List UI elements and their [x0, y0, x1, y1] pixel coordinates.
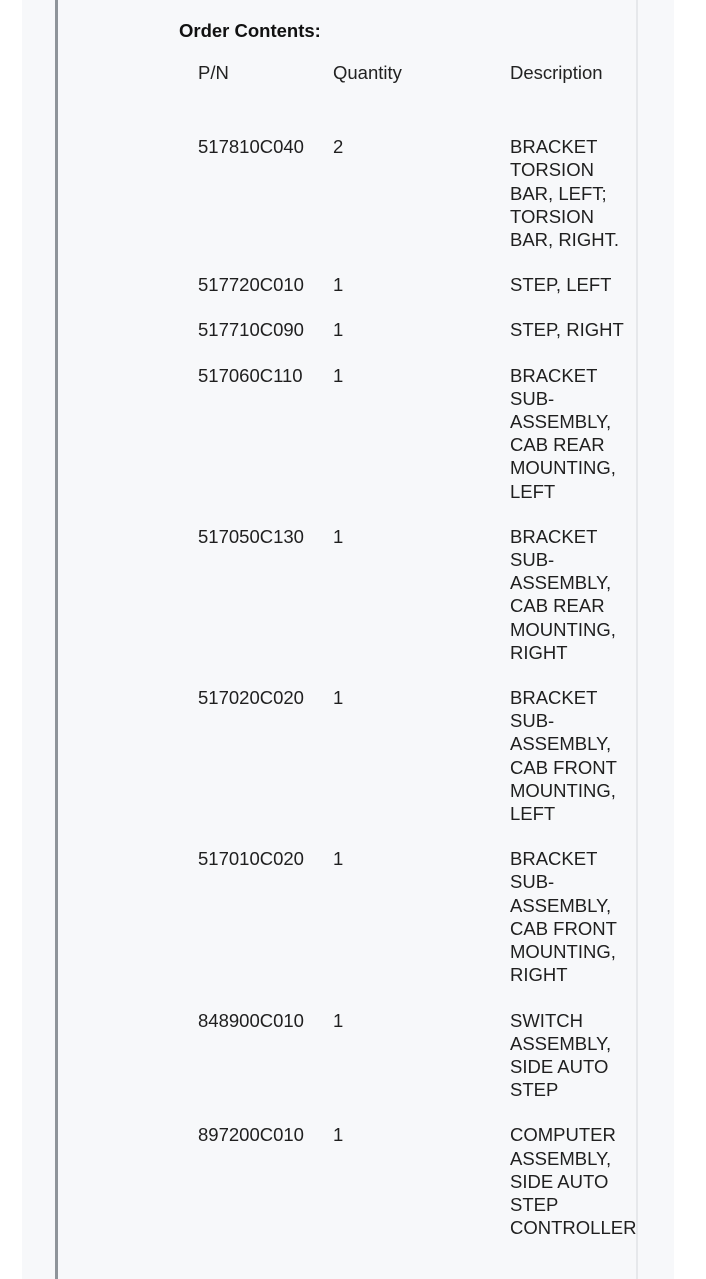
- table-row: [196, 306, 636, 351]
- part-number-cell: 517810C040: [198, 136, 304, 158]
- part-number-cell: 517050C130: [198, 525, 304, 547]
- quantity-cell: 1: [333, 848, 344, 870]
- description-cell: BRACKET SUB-ASSEMBLY, CAB FRONT MOUNTING, LEFT: [510, 687, 617, 825]
- part-number-cell: 517720C010: [198, 274, 304, 296]
- table-row: [196, 123, 636, 261]
- quantity-cell: 1: [333, 1124, 344, 1146]
- table-row: [196, 1111, 636, 1249]
- order-contents-table: [196, 56, 636, 1249]
- description-cell: BRACKET TORSION BAR, LEFT; TORSION BAR, RIGHT.: [510, 136, 619, 251]
- quantity-cell: 1: [333, 274, 344, 296]
- quantity-cell: 1: [333, 525, 344, 547]
- quote-border: [55, 0, 58, 1279]
- column-header-quantity: Quantity: [333, 62, 402, 83]
- table-row: [196, 835, 636, 996]
- description-cell: BRACKET SUB-ASSEMBLY, CAB REAR MOUNTING, LEFT: [510, 364, 616, 502]
- table-header-row: [196, 56, 636, 123]
- part-number-cell: 897200C010: [198, 1124, 304, 1146]
- description-cell: BRACKET SUB-ASSEMBLY, CAB REAR MOUNTING, RIGHT: [510, 525, 616, 663]
- description-cell: BRACKET SUB-ASSEMBLY, CAB FRONT MOUNTING, RIGHT: [510, 848, 617, 986]
- description-cell: STEP, RIGHT: [510, 319, 624, 341]
- order-contents-heading: Order Contents:: [179, 20, 321, 41]
- table-row: [196, 997, 636, 1112]
- table-row: [196, 674, 636, 835]
- quantity-cell: 2: [333, 136, 344, 158]
- part-number-cell: 517020C020: [198, 687, 304, 709]
- table-row: [196, 352, 636, 513]
- quantity-cell: 1: [333, 1009, 344, 1031]
- part-number-cell: 848900C010: [198, 1009, 304, 1031]
- description-cell: SWITCH ASSEMBLY, SIDE AUTO STEP: [510, 1009, 612, 1101]
- column-header-pn: P/N: [198, 62, 229, 83]
- part-number-cell: 517010C020: [198, 848, 304, 870]
- quantity-cell: 1: [333, 687, 344, 709]
- column-header-description: Description: [510, 62, 603, 83]
- table-row: [196, 513, 636, 674]
- description-cell: COMPUTER ASSEMBLY, SIDE AUTO STEP CONTROLLER: [510, 1124, 637, 1239]
- part-number-cell: 517060C110: [198, 364, 303, 386]
- description-cell: STEP, LEFT: [510, 274, 612, 296]
- table-row: [196, 261, 636, 306]
- quantity-cell: 1: [333, 319, 344, 341]
- quantity-cell: 1: [333, 364, 344, 386]
- part-number-cell: 517710C090: [198, 319, 304, 341]
